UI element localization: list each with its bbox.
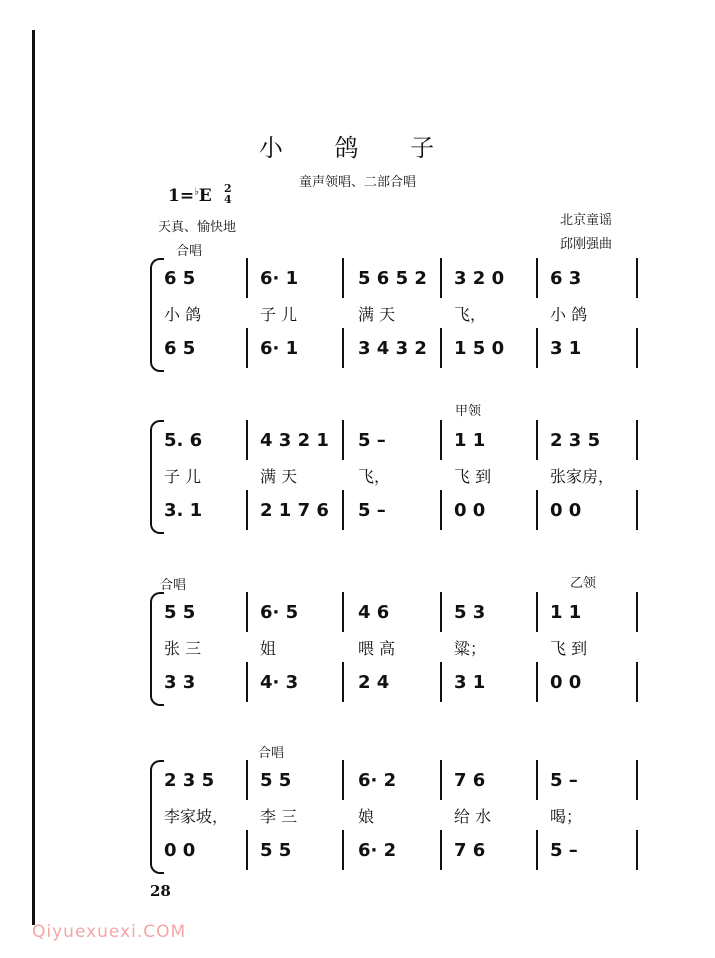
barline — [440, 490, 442, 530]
measure: 6· 1 — [260, 268, 299, 289]
part-label: 合唱 — [258, 746, 285, 761]
score-system — [150, 592, 650, 710]
measure: 0 0 — [454, 500, 486, 521]
barline — [440, 420, 442, 460]
measure: 4 6 — [358, 602, 390, 623]
meter-bottom: 4 — [224, 193, 232, 206]
barline — [440, 760, 442, 800]
upper-voice — [150, 420, 650, 460]
measure: 3 1 — [454, 672, 486, 693]
barline — [246, 258, 248, 298]
barline — [536, 662, 538, 702]
lyric: 小 鸽 — [550, 305, 588, 324]
lyric: 张家房， — [550, 467, 615, 486]
lower-voice — [150, 490, 650, 530]
key-signature — [168, 186, 212, 206]
measure: 2 1 7 6 — [260, 500, 329, 521]
lyric: 飞， — [454, 305, 487, 324]
measure: 2 4 — [358, 672, 390, 693]
page-number: 28 — [150, 882, 171, 900]
measure: 5 5 — [260, 770, 292, 791]
lyric: 喝； — [550, 807, 583, 826]
part-label: 合唱 — [176, 244, 203, 259]
barline — [246, 592, 248, 632]
measure: 1 5 0 — [454, 338, 505, 359]
upper-voice — [150, 592, 650, 632]
measure: 0 0 — [550, 672, 582, 693]
measure: 3 3 — [164, 672, 196, 693]
lyric: 满 天 — [358, 305, 396, 324]
lyric: 飞 到 — [454, 467, 492, 486]
measure: 5 – — [550, 840, 578, 861]
lyric: 飞 到 — [550, 639, 588, 658]
measure: 0 0 — [550, 500, 582, 521]
barline — [536, 592, 538, 632]
measure: 6· 1 — [260, 338, 299, 359]
barline — [440, 258, 442, 298]
measure: 5 3 — [454, 602, 486, 623]
lyric: 喂 高 — [358, 639, 396, 658]
lower-voice — [150, 328, 650, 368]
barline — [342, 662, 344, 702]
measure: 1 1 — [550, 602, 582, 623]
measure: 6· 2 — [358, 840, 397, 861]
barline — [636, 490, 638, 530]
lyrics-line — [150, 464, 650, 490]
measure: 7 6 — [454, 770, 486, 791]
barline — [246, 830, 248, 870]
barline — [342, 328, 344, 368]
key-note: E — [198, 186, 212, 206]
barline — [636, 830, 638, 870]
barline — [342, 592, 344, 632]
song-title: 小 鸽 子 — [258, 134, 457, 162]
barline — [536, 490, 538, 530]
time-signature — [224, 183, 232, 205]
tempo-marking: 天真、愉快地 — [158, 220, 237, 235]
lyric: 粱； — [454, 639, 487, 658]
measure: 5 – — [358, 500, 386, 521]
upper-voice — [150, 760, 650, 800]
barline — [342, 420, 344, 460]
lower-voice — [150, 662, 650, 702]
measure: 0 0 — [164, 840, 196, 861]
measure: 6 3 — [550, 268, 582, 289]
measure: 6· 2 — [358, 770, 397, 791]
part-label: 甲领 — [455, 404, 482, 419]
barline — [536, 328, 538, 368]
lyric: 李 三 — [260, 807, 298, 826]
watermark: Qiyuexuexi.COM — [32, 922, 187, 942]
measure: 5 – — [358, 430, 386, 451]
lyric: 给 水 — [454, 807, 492, 826]
barline — [536, 760, 538, 800]
barline — [246, 760, 248, 800]
lyric: 娘 — [358, 807, 375, 826]
barline — [636, 328, 638, 368]
barline — [440, 592, 442, 632]
lyrics-credit: 北京童谣 — [560, 213, 613, 228]
measure: 5 5 — [260, 840, 292, 861]
measure: 6 5 — [164, 338, 196, 359]
barline — [636, 592, 638, 632]
measure: 5 5 — [164, 602, 196, 623]
barline — [636, 420, 638, 460]
lower-voice — [150, 830, 650, 870]
barline — [440, 328, 442, 368]
barline — [440, 662, 442, 702]
measure: 2 3 5 — [164, 770, 215, 791]
lyrics-line — [150, 636, 650, 662]
measure: 5 6 5 2 — [358, 268, 427, 289]
measure: 5 – — [550, 770, 578, 791]
lyric: 子 儿 — [260, 305, 298, 324]
measure: 3. 1 — [164, 500, 203, 521]
music-credit: 邱刚强曲 — [560, 237, 613, 252]
song-subtitle: 童声领唱、二部合唱 — [298, 175, 416, 190]
lyric: 李家坡， — [164, 807, 229, 826]
flat-icon: ♭ — [194, 186, 199, 198]
score-system — [150, 258, 650, 376]
key-prefix: 1= — [168, 186, 195, 206]
lyric: 满 天 — [260, 467, 298, 486]
barline — [536, 420, 538, 460]
barline — [342, 760, 344, 800]
measure: 6· 5 — [260, 602, 299, 623]
measure: 7 6 — [454, 840, 486, 861]
lyric: 张 三 — [164, 639, 202, 658]
barline — [536, 830, 538, 870]
measure: 4· 3 — [260, 672, 299, 693]
barline — [246, 490, 248, 530]
measure: 2 3 5 — [550, 430, 601, 451]
barline — [342, 258, 344, 298]
score-system — [150, 420, 650, 538]
barline — [440, 830, 442, 870]
lyrics-line — [150, 804, 650, 830]
measure: 3 2 0 — [454, 268, 505, 289]
barline — [342, 830, 344, 870]
part-label: 合唱 — [160, 578, 187, 593]
meter-top: 2 — [224, 182, 232, 195]
measure: 6 5 — [164, 268, 196, 289]
measure: 3 1 — [550, 338, 582, 359]
upper-voice — [150, 258, 650, 298]
measure: 3 4 3 2 — [358, 338, 427, 359]
barline — [636, 760, 638, 800]
measure: 5. 6 — [164, 430, 203, 451]
barline — [636, 662, 638, 702]
barline — [536, 258, 538, 298]
measure: 1 1 — [454, 430, 486, 451]
barline — [246, 420, 248, 460]
barline — [246, 328, 248, 368]
page-edge-line — [32, 30, 35, 925]
lyric: 飞， — [358, 467, 391, 486]
measure: 4 3 2 1 — [260, 430, 329, 451]
barline — [342, 490, 344, 530]
lyrics-line — [150, 302, 650, 328]
lyric: 姐 — [260, 639, 277, 658]
score-system — [150, 760, 650, 878]
lyric: 子 儿 — [164, 467, 202, 486]
part-label: 乙领 — [570, 576, 597, 591]
barline — [246, 662, 248, 702]
barline — [636, 258, 638, 298]
lyric: 小 鸽 — [164, 305, 202, 324]
